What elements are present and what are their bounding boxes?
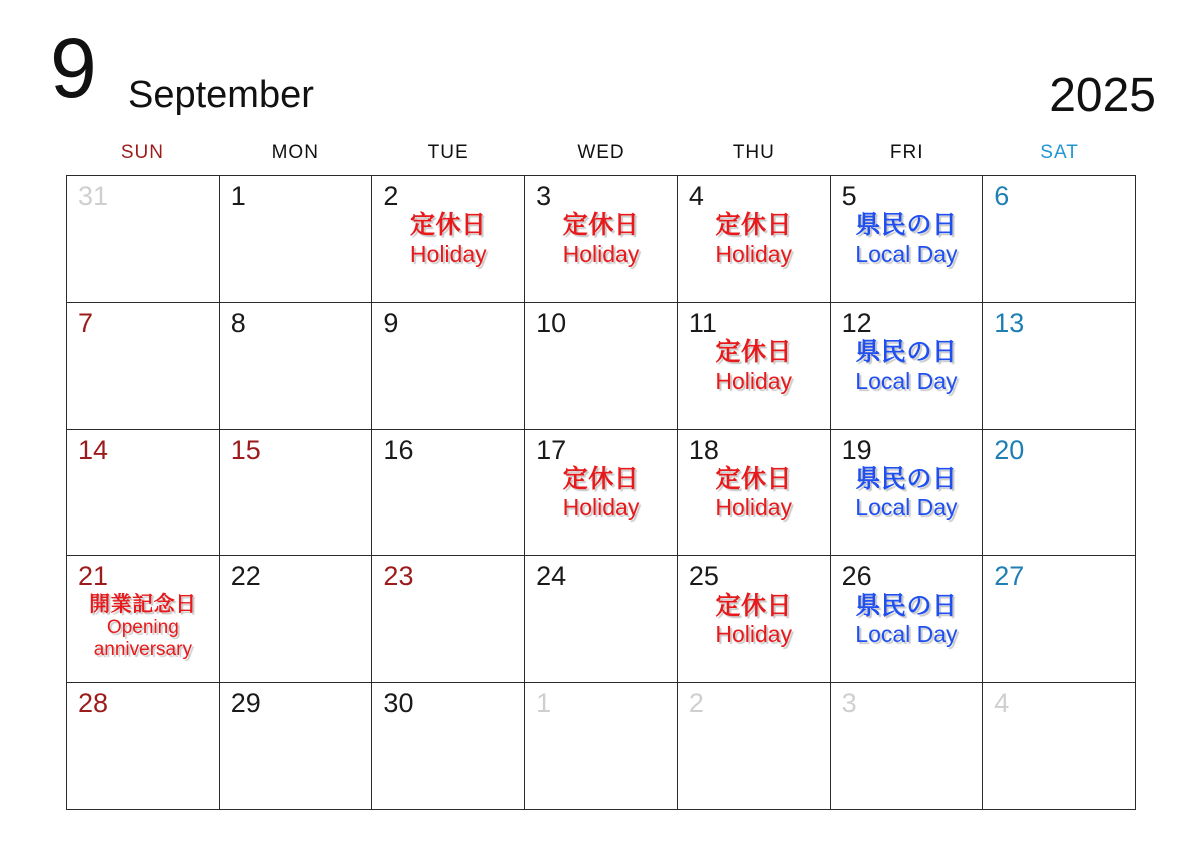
day-events xyxy=(525,465,677,522)
event-label-jp: 定休日 xyxy=(410,211,487,240)
calendar-day-cell[interactable] xyxy=(220,176,373,303)
day-number: 9 xyxy=(383,307,399,338)
calendar-day-cell[interactable] xyxy=(372,176,525,303)
year-label: 2025 xyxy=(1049,69,1156,122)
calendar-day-cell[interactable] xyxy=(678,303,831,430)
day-number: 24 xyxy=(536,561,567,592)
event-label-jp: 県民の日 xyxy=(855,464,958,493)
event-label-jp: 定休日 xyxy=(562,464,640,493)
calendar-day-cell[interactable] xyxy=(678,176,831,303)
weekday-label-thu: THU xyxy=(732,142,775,163)
day-number: 29 xyxy=(230,688,261,719)
day-number: 25 xyxy=(688,561,719,592)
calendar-day-cell[interactable] xyxy=(220,556,373,683)
weekday-label-sun: SUN xyxy=(120,142,164,163)
day-events xyxy=(678,465,830,522)
calendar-day-cell[interactable] xyxy=(831,430,984,557)
day-number: 19 xyxy=(841,434,872,465)
calendar-day-cell[interactable] xyxy=(831,683,984,810)
calendar-day-cell[interactable] xyxy=(831,176,984,303)
calendar-day-cell[interactable] xyxy=(372,556,525,683)
calendar-day-cell[interactable] xyxy=(220,430,373,557)
weekday-label-fri: FRI xyxy=(889,142,924,163)
day-number: 27 xyxy=(994,561,1025,592)
event-label-jp: 県民の日 xyxy=(855,591,958,620)
event-label-jp: 県民の日 xyxy=(855,211,958,240)
day-events xyxy=(831,211,983,268)
calendar-day-cell[interactable] xyxy=(831,303,984,430)
event-label-jp: 定休日 xyxy=(715,338,792,367)
calendar-day-cell[interactable] xyxy=(67,430,220,557)
event-label-jp: 開業記念日 xyxy=(89,592,197,616)
day-number: 30 xyxy=(383,688,414,719)
event-label-en: Holiday xyxy=(409,240,487,267)
day-events xyxy=(678,211,830,268)
day-number: 11 xyxy=(688,307,717,338)
calendar-day-cell[interactable] xyxy=(831,556,984,683)
calendar-day-cell[interactable] xyxy=(372,430,525,557)
calendar-header xyxy=(44,21,1156,126)
day-events xyxy=(831,465,983,522)
event-label-en: Local Day xyxy=(855,621,958,648)
day-number: 4 xyxy=(994,688,1010,719)
calendar-day-cell[interactable] xyxy=(525,303,678,430)
calendar-day-cell[interactable] xyxy=(67,176,220,303)
calendar-day-cell[interactable] xyxy=(67,303,220,430)
day-number: 1 xyxy=(230,181,246,211)
month-number: 9 xyxy=(50,21,95,115)
day-events xyxy=(831,338,983,395)
day-number: 13 xyxy=(994,307,1025,338)
day-number: 10 xyxy=(536,307,567,338)
event-label-en: Local Day xyxy=(855,240,958,267)
day-number: 14 xyxy=(78,434,109,465)
day-number: 8 xyxy=(230,307,246,338)
day-number: 12 xyxy=(841,307,872,338)
event-label-jp: 県民の日 xyxy=(855,338,958,367)
day-number: 21 xyxy=(78,561,109,592)
calendar-day-cell[interactable] xyxy=(67,556,220,683)
calendar-day-cell[interactable] xyxy=(67,683,220,810)
calendar-day-cell[interactable] xyxy=(983,430,1136,557)
event-label-jp: 定休日 xyxy=(715,211,792,240)
event-label-en: Holiday xyxy=(562,240,640,267)
day-number: 31 xyxy=(78,181,109,211)
day-number: 5 xyxy=(841,181,857,211)
day-number: 3 xyxy=(841,688,857,719)
calendar-day-cell[interactable] xyxy=(525,683,678,810)
calendar-day-cell[interactable] xyxy=(220,303,373,430)
day-number: 1 xyxy=(536,688,552,719)
calendar-day-cell[interactable] xyxy=(983,303,1136,430)
day-events xyxy=(678,338,830,395)
day-number: 16 xyxy=(383,434,414,465)
event-label-en: Opening anniversary xyxy=(93,616,192,660)
day-number: 6 xyxy=(994,181,1010,211)
day-number: 17 xyxy=(536,434,567,465)
event-label-en: Holiday xyxy=(715,494,793,521)
calendar-day-cell[interactable] xyxy=(678,430,831,557)
weekday-header-row xyxy=(66,142,1136,164)
day-events xyxy=(67,592,219,661)
day-number: 22 xyxy=(230,561,261,592)
day-number: 3 xyxy=(536,181,552,211)
day-number: 4 xyxy=(688,181,704,211)
calendar-day-cell[interactable] xyxy=(678,683,831,810)
day-number: 15 xyxy=(230,434,261,465)
day-number: 20 xyxy=(994,434,1025,465)
day-number: 2 xyxy=(383,181,399,211)
event-label-en: Holiday xyxy=(562,494,640,521)
event-label-en: Holiday xyxy=(715,621,793,648)
month-name: September xyxy=(128,74,314,116)
calendar-day-cell[interactable] xyxy=(983,683,1136,810)
day-number: 23 xyxy=(383,561,414,592)
event-label-en: Holiday xyxy=(715,240,793,267)
calendar-day-cell[interactable] xyxy=(372,683,525,810)
calendar-day-cell[interactable] xyxy=(983,176,1136,303)
event-label-en: Holiday xyxy=(715,367,793,394)
event-label-jp: 定休日 xyxy=(562,211,640,240)
day-number: 2 xyxy=(688,688,704,719)
day-number: 28 xyxy=(78,688,109,719)
calendar-day-cell[interactable] xyxy=(525,556,678,683)
event-label-jp: 定休日 xyxy=(715,591,792,620)
calendar-day-cell[interactable] xyxy=(525,176,678,303)
event-label-en: Local Day xyxy=(855,494,958,521)
day-number: 26 xyxy=(841,561,872,592)
day-events xyxy=(372,211,524,268)
weekday-label-wed: WED xyxy=(577,142,625,163)
event-label-jp: 定休日 xyxy=(715,464,792,493)
day-number: 7 xyxy=(78,307,94,338)
weekday-label-tue: TUE xyxy=(427,142,469,163)
calendar-day-cell[interactable] xyxy=(372,303,525,430)
weekday-label-mon: MON xyxy=(271,142,319,163)
weekday-label-sat: SAT xyxy=(1040,142,1079,163)
event-label-en: Local Day xyxy=(855,367,958,394)
day-events xyxy=(678,592,830,649)
calendar-grid xyxy=(66,175,1136,810)
calendar-day-cell[interactable] xyxy=(220,683,373,810)
day-events xyxy=(525,211,677,268)
calendar-day-cell[interactable] xyxy=(525,430,678,557)
day-events xyxy=(831,592,983,649)
calendar-day-cell[interactable] xyxy=(678,556,831,683)
day-number: 18 xyxy=(688,434,719,465)
calendar-day-cell[interactable] xyxy=(983,556,1136,683)
